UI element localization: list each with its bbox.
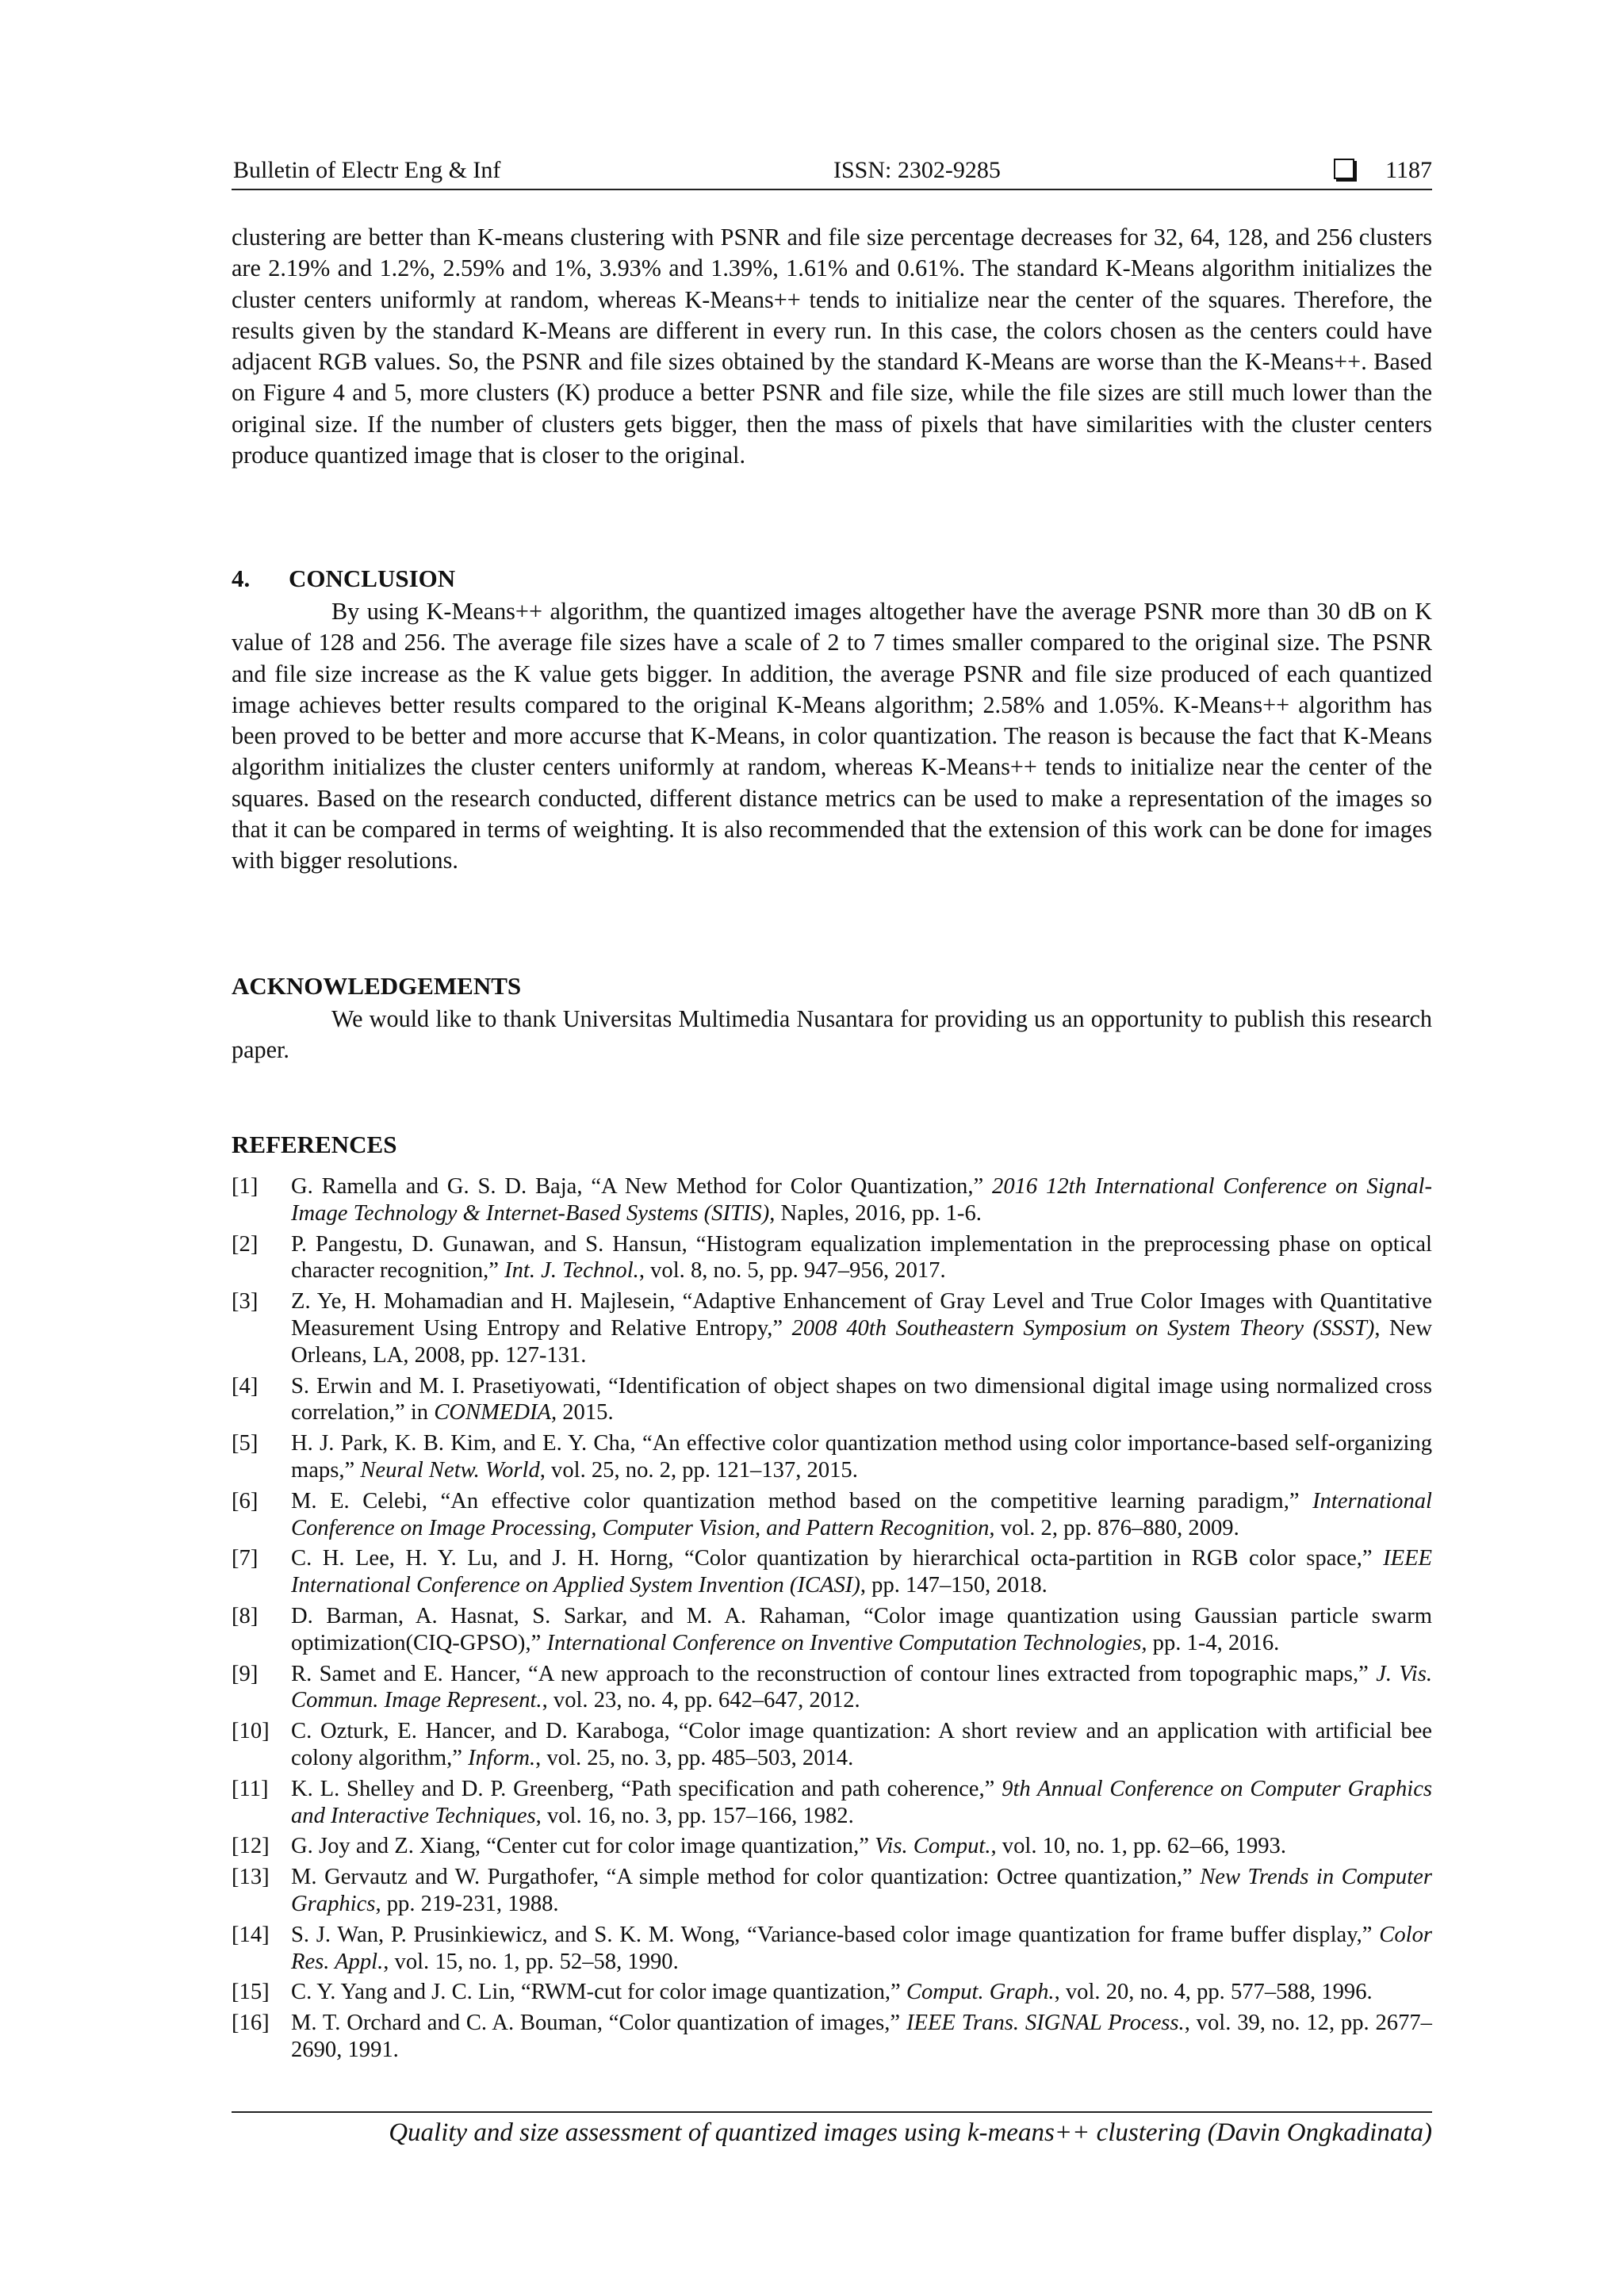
reference-text (291, 1603, 1432, 1657)
reference-item (232, 1979, 1432, 2006)
checkbox-square-icon (1334, 159, 1354, 179)
reference-item (232, 1488, 1432, 1542)
reference-authors-title: M. E. Celebi, “An effective color quantization method based on the competitive learning paradigm,” (291, 1488, 1313, 1513)
reference-details: , vol. 25, no. 2, pp. 121–137, 2015. (539, 1457, 858, 1483)
reference-number: [3] (232, 1289, 259, 1314)
reference-venue: 2008 40th Southeastern Symposium on System Theory (SSST) (791, 1315, 1375, 1341)
reference-number: [12] (232, 1834, 270, 1859)
reference-number: [9] (232, 1661, 259, 1686)
reference-venue: Comput. Graph. (906, 1980, 1055, 2005)
reference-text (291, 1231, 1432, 1285)
reference-text (291, 1373, 1432, 1427)
reference-item (232, 1373, 1432, 1427)
acknowledgements-heading: ACKNOWLEDGEMENTS (232, 972, 522, 1000)
reference-details: , New Orleans, LA, 2008, pp. 127-131. (291, 1315, 1432, 1368)
reference-details: , vol. 8, no. 5, pp. 947–956, 2017. (638, 1258, 946, 1284)
reference-details: , vol. 10, no. 1, pp. 62–66, 1993. (990, 1834, 1286, 1859)
reference-venue: Vis. Comput. (875, 1834, 991, 1859)
reference-authors-title: D. Barman, A. Hasnat, S. Sarkar, and M. A. Rahaman, “Color image quantization using Gaussian particle swarm optimization(CIQ-GPSO),” (291, 1603, 1432, 1655)
reference-number: [1] (232, 1174, 259, 1199)
reference-details: , Naples, 2016, pp. 1-6. (769, 1200, 982, 1226)
reference-number: [11] (232, 1776, 269, 1801)
reference-text (291, 1776, 1432, 1830)
reference-venue: CONMEDIA, (434, 1400, 557, 1425)
reference-item (232, 1833, 1432, 1860)
reference-text (291, 1488, 1432, 1542)
conclusion-paragraph: By using K-Means++ algorithm, the quantized images altogether have the average PSNR more than 30 dB on K value of 128 and 256. The average file sizes have a scale of 2 to 7 times smaller compared to the original size. The PSNR and file size increase as the K value gets bigger. In addition, the average PSNR and file size produced of each quantized image achieves better results compared to the original K-Means algorithm; 2.58% and 1.05%. K-Means++ algorithm has been proved to be better and more accurse that K-Means, in color quantization. The reason is because the fact that K-Means algorithm initializes the cluster centers uniformly at random, whereas K-Means++ tends to initialize near the center of the squares. Based on the research conducted, different distance metrics can be used to make a representation of the images so that it can be compared in terms of weighting. It is also recommended that the extension of this work can be done for images with bigger resolutions. (232, 598, 1432, 874)
reference-details: vol. 2, pp. 876–880, 2009. (994, 1515, 1239, 1540)
reference-text (291, 1288, 1432, 1368)
reference-details: pp. 1-4, 2016. (1147, 1630, 1280, 1655)
references-heading: REFERENCES (232, 1131, 397, 1158)
reference-text (291, 1430, 1432, 1484)
reference-authors-title: R. Samet and E. Hancer, “A new approach to the reconstruction of contour lines extracted from topographic maps,” (291, 1661, 1377, 1686)
reference-authors-title: C. Ozturk, E. Hancer, and D. Karaboga, “Color image quantization: A short review and an application with artificial bee colony algorithm,” (291, 1719, 1432, 1770)
journal-name: Bulletin of Electr Eng & Inf (233, 157, 501, 183)
reference-text (291, 2010, 1432, 2064)
reference-details: , vol. 25, no. 3, pp. 485–503, 2014. (535, 1745, 854, 1770)
reference-number: [7] (232, 1546, 259, 1571)
page-number: 1187 (1385, 157, 1432, 183)
reference-text (291, 1922, 1432, 1976)
reference-venue: International Conference on Image Processing, Computer Vision, and Pattern Recognition, (291, 1488, 1432, 1540)
reference-item (232, 1661, 1432, 1715)
reference-venue: Inform. (468, 1745, 536, 1770)
reference-details: 2015. (557, 1400, 614, 1425)
reference-details: , pp. 147–150, 2018. (860, 1573, 1048, 1598)
reference-venue: J. Vis. Commun. Image Represent. (291, 1661, 1432, 1713)
reference-item (232, 1776, 1432, 1830)
reference-number: [16] (232, 2011, 270, 2036)
reference-number: [13] (232, 1865, 270, 1890)
reference-text (291, 1833, 1432, 1860)
reference-item (232, 1603, 1432, 1657)
reference-authors-title: M. T. Orchard and C. A. Bouman, “Color quantization of images,” (291, 2011, 906, 2036)
reference-authors-title: S. J. Wan, P. Prusinkiewicz, and S. K. M. Wong, “Variance-based color image quantization for frame buffer display,” (291, 1922, 1380, 1947)
reference-item (232, 2010, 1432, 2064)
reference-authors-title: S. Erwin and M. I. Prasetiyowati, “Identification of object shapes on two dimensional digital image using normalized cross correlation,” in (291, 1373, 1432, 1425)
reference-venue: IEEE International Conference on Applied System Invention (ICASI) (291, 1546, 1432, 1598)
footer-rule (232, 2111, 1432, 2113)
reference-number: [14] (232, 1922, 270, 1947)
reference-venue: Int. J. Technol. (504, 1258, 639, 1284)
reference-item (232, 1430, 1432, 1484)
reference-venue: Color Res. Appl. (291, 1922, 1432, 1974)
reference-item (232, 1545, 1432, 1599)
reference-text (291, 1864, 1432, 1918)
reference-number: [8] (232, 1603, 259, 1628)
reference-venue: New Trends in Computer Graphics (291, 1865, 1432, 1916)
reference-venue: International Conference on Inventive Computation Technologies, (546, 1630, 1147, 1655)
reference-number: [10] (232, 1719, 270, 1744)
reference-number: [6] (232, 1488, 259, 1513)
reference-authors-title: H. J. Park, K. B. Kim, and E. Y. Cha, “An effective color quantization method using color importance-based self-organizing maps,” (291, 1431, 1432, 1483)
reference-item (232, 1922, 1432, 1976)
conclusion-heading (232, 564, 455, 593)
reference-authors-title: G. Ramella and G. S. D. Baja, “A New Method for Color Quantization,” (291, 1174, 993, 1199)
reference-details: , vol. 20, no. 4, pp. 577–588, 1996. (1054, 1980, 1373, 2005)
reference-details: , vol. 15, no. 1, pp. 52–58, 1990. (383, 1949, 679, 1974)
reference-venue: 9th Annual Conference on Computer Graphics and Interactive Techniques (291, 1776, 1433, 1828)
reference-item (232, 1173, 1432, 1227)
reference-venue: Neural Netw. World (360, 1457, 540, 1483)
reference-item (232, 1864, 1432, 1918)
page-header (232, 155, 1432, 192)
reference-details: , pp. 219-231, 1988. (375, 1891, 559, 1916)
reference-authors-title: P. Pangestu, D. Gunawan, and S. Hansun, “Histogram equalization implementation in the preprocessing phase on optical character recognition,” (291, 1231, 1432, 1284)
reference-number: [15] (232, 1980, 270, 2005)
reference-authors-title: Z. Ye, H. Mohamadian and H. Majlesein, “Adaptive Enhancement of Gray Level and True Color Images with Quantitative Measurement Using Entropy and Relative Entropy,” (291, 1289, 1432, 1341)
reference-authors-title: C. Y. Yang and J. C. Lin, “RWM-cut for color image quantization,” (291, 1980, 906, 2005)
acknowledgements-paragraph: We would like to thank Universitas Multimedia Nusantara for providing us an opportunity to publish this research paper. (232, 1005, 1432, 1064)
reference-item (232, 1288, 1432, 1368)
reference-authors-title: C. H. Lee, H. Y. Lu, and J. H. Horng, “Color quantization by hierarchical octa-partition in RGB color space,” (291, 1546, 1384, 1571)
reference-text (291, 1173, 1432, 1227)
reference-details: , vol. 23, no. 4, pp. 642–647, 2012. (542, 1688, 860, 1713)
reference-text (291, 1661, 1432, 1715)
reference-number: [5] (232, 1431, 259, 1456)
reference-details: , vol. 39, no. 12, pp. 2677–2690, 1991. (291, 2011, 1432, 2062)
intro-paragraph: clustering are better than K-means clustering with PSNR and file size percentage decreases for 32, 64, 128, and 256 clusters are 2.19% and 1.2%, 2.59% and 1%, 3.93% and 1.39%, 1.61% and 0.61%. The standard K-Means algorithm initializes the cluster centers uniformly at random, whereas K-Means++ tends to initialize near the center of the squares. Therefore, the results given by the standard K-Means are different in every run. In this case, the colors chosen as the centers could have adjacent RGB values. So, the PSNR and file sizes obtained by the standard K-Means are worse than the K-Means++. Based on Figure 4 and 5, more clusters (K) produce a better PSNR and file size, while the file sizes are still much lower than the original size. If the number of clusters gets bigger, then the mass of pixels that have similarities with the cluster centers produce quantized image that is closer to the original. (232, 224, 1432, 469)
reference-venue: IEEE Trans. SIGNAL Process. (906, 2011, 1185, 2036)
running-footer: Quality and size assessment of quantized images using k-means++ clustering (Davin Ongkadinata) (389, 2118, 1432, 2147)
section-title: CONCLUSION (289, 564, 456, 592)
reference-item (232, 1718, 1432, 1772)
reference-authors-title: M. Gervautz and W. Purgathofer, “A simple method for color quantization: Octree quantization,” (291, 1865, 1201, 1890)
reference-text (291, 1979, 1432, 2006)
header-rule (232, 189, 1432, 190)
reference-details: , vol. 16, no. 3, pp. 157–166, 1982. (535, 1803, 854, 1828)
reference-authors-title: G. Joy and Z. Xiang, “Center cut for color image quantization,” (291, 1834, 875, 1859)
reference-list (232, 1173, 1432, 2068)
issn: ISSN: 2302-9285 (833, 157, 1001, 183)
reference-number: [2] (232, 1231, 259, 1257)
reference-item (232, 1231, 1432, 1285)
reference-authors-title: K. L. Shelley and D. P. Greenberg, “Path specification and path coherence,” (291, 1776, 1002, 1801)
reference-venue: 2016 12th International Conference on Signal-Image Technology & Internet-Based Systems (SITIS) (291, 1174, 1433, 1226)
reference-text (291, 1545, 1432, 1599)
reference-number: [4] (232, 1373, 259, 1399)
section-number: 4. (232, 564, 251, 592)
reference-text (291, 1718, 1432, 1772)
